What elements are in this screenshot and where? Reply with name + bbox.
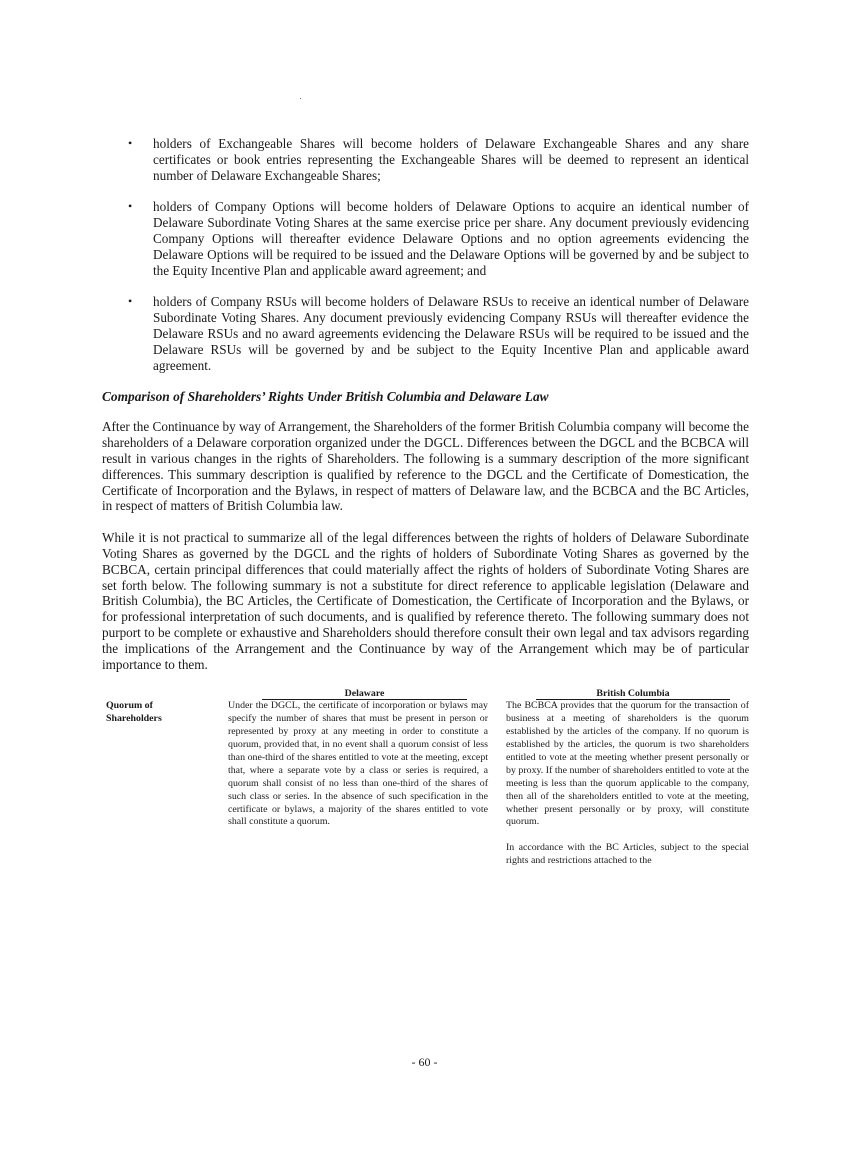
bc-cell-paragraph: In accordance with the BC Articles, subject to the special rights and restrictions attached to the xyxy=(506,842,749,867)
page-content xyxy=(102,136,749,868)
row-label xyxy=(102,700,228,868)
bc-header-cell xyxy=(506,688,749,700)
stray-mark xyxy=(300,98,301,99)
table-row xyxy=(102,700,749,868)
page-number: - 60 - xyxy=(411,1055,438,1069)
bullet-list xyxy=(102,136,749,373)
bc-column-header: British Columbia xyxy=(536,688,730,700)
bc-cell-paragraph: The BCBCA provides that the quorum for the transaction of business at a meeting of shareholders is the quorum established by the articles of the company. If no quorum is established by the articles, the quorum is two shareholders entitled to vote at the meeting whether present personally or by proxy. If the number of shareholders entitled to vote at the meeting is less than the quorum applicable to the company, then all of the shareholders entitled to vote at the meeting, whether present personally or by proxy, will constitute quorum. xyxy=(506,700,749,828)
header-spacer xyxy=(102,688,228,700)
row-label-line: Shareholders xyxy=(106,713,162,725)
bullet-icon: • xyxy=(128,136,133,150)
table-header-row xyxy=(102,688,749,700)
delaware-cell-wrap xyxy=(228,700,494,868)
bullet-text: holders of Exchangeable Shares will become holders of Delaware Exchangeable Shares and any share certificates or book entries representing the Exchangeable Shares will be deemed to represent an identical number of Delaware Exchangeable Shares; xyxy=(153,136,749,183)
bc-cell-wrap xyxy=(506,700,749,868)
list-item xyxy=(102,199,749,278)
delaware-column-header: Delaware xyxy=(262,688,467,700)
row-label-line: Quorum of xyxy=(106,700,153,712)
bullet-text: holders of Company Options will become holders of Delaware Options to acquire an identical number of Delaware Subordinate Voting Shares at the same exercise price per share. Any document previously evidencing Company Options will thereafter evidence Delaware Options and no option agreements evidencing the Delaware Options will be required to be issued and the Delaware Options will be governed by and be subject to the Equity Incentive Plan and applicable award agreement; and xyxy=(153,199,749,278)
paragraph: After the Continuance by way of Arrangement, the Shareholders of the former British Columbia company will become the shareholders of a Delaware corporation organized under the DGCL. Differences between the DGCL and the BCBCA will result in various changes in the rights of Shareholders. The following is a summary description of the more significant differences. This summary description is qualified by reference to the DGCL and the Certificate of Domestication, the Certificate of Incorporation and the Bylaws, in respect of matters of Delaware law, and the BCBCA and the BC Articles, in respect of matters of British Columbia law. xyxy=(102,419,749,514)
bullet-icon: • xyxy=(128,294,133,309)
list-item xyxy=(102,136,749,183)
bullet-text: holders of Company RSUs will become holders of Delaware RSUs to receive an identical number of Delaware Subordinate Voting Shares. Any document previously evidencing Company RSUs will thereafter evidence the Delaware RSUs and no award agreements evidencing the Delaware RSUs will be required to be issued and the Delaware RSUs will be governed by and be subject to the Equity Incentive Plan and applicable award agreement. xyxy=(153,294,749,373)
delaware-header-cell xyxy=(228,688,494,700)
paragraph: While it is not practical to summarize all of the legal differences between the rights of holders of Delaware Subordinate Voting Shares as governed by the DGCL and the rights of holders of Subordinate Voting Shares as governed by the BCBCA, certain principal differences that could materially affect the rights of holders of Subordinate Voting Shares are set forth below. The following summary is not a substitute for direct reference to applicable legislation (Delaware and British Columbia), the BC Articles, the Certificate of Domestication, the Certificate of Incorporation and the Bylaws, or for professional interpretation of such documents, and is qualified by reference thereto. The following summary does not purport to be complete or exhaustive and Shareholders should therefore consult their own legal and tax advisors regarding the implications of the Arrangement and the Continuance by way of the Arrangement which may be of particular importance to them. xyxy=(102,530,749,672)
comparison-table xyxy=(102,688,749,868)
list-item xyxy=(102,294,749,373)
section-heading: Comparison of Shareholders’ Rights Under British Columbia and Delaware Law xyxy=(102,389,549,405)
delaware-cell: Under the DGCL, the certificate of incorporation or bylaws may specify the number of shares that must be present in person or represented by proxy at any meeting in order to constitute a quorum, provided that, in no event shall a quorum consist of less than one-third of the shares entitled to vote at the meeting, except that, where a separate vote by a class or series is required, a quorum shall consist of no less than one-third of the shares of such class or series. In the absence of such specification in the certificate or bylaws, a majority of the shares entitled to vote shall constitute a quorum. xyxy=(228,700,488,828)
bullet-icon: • xyxy=(128,199,133,214)
